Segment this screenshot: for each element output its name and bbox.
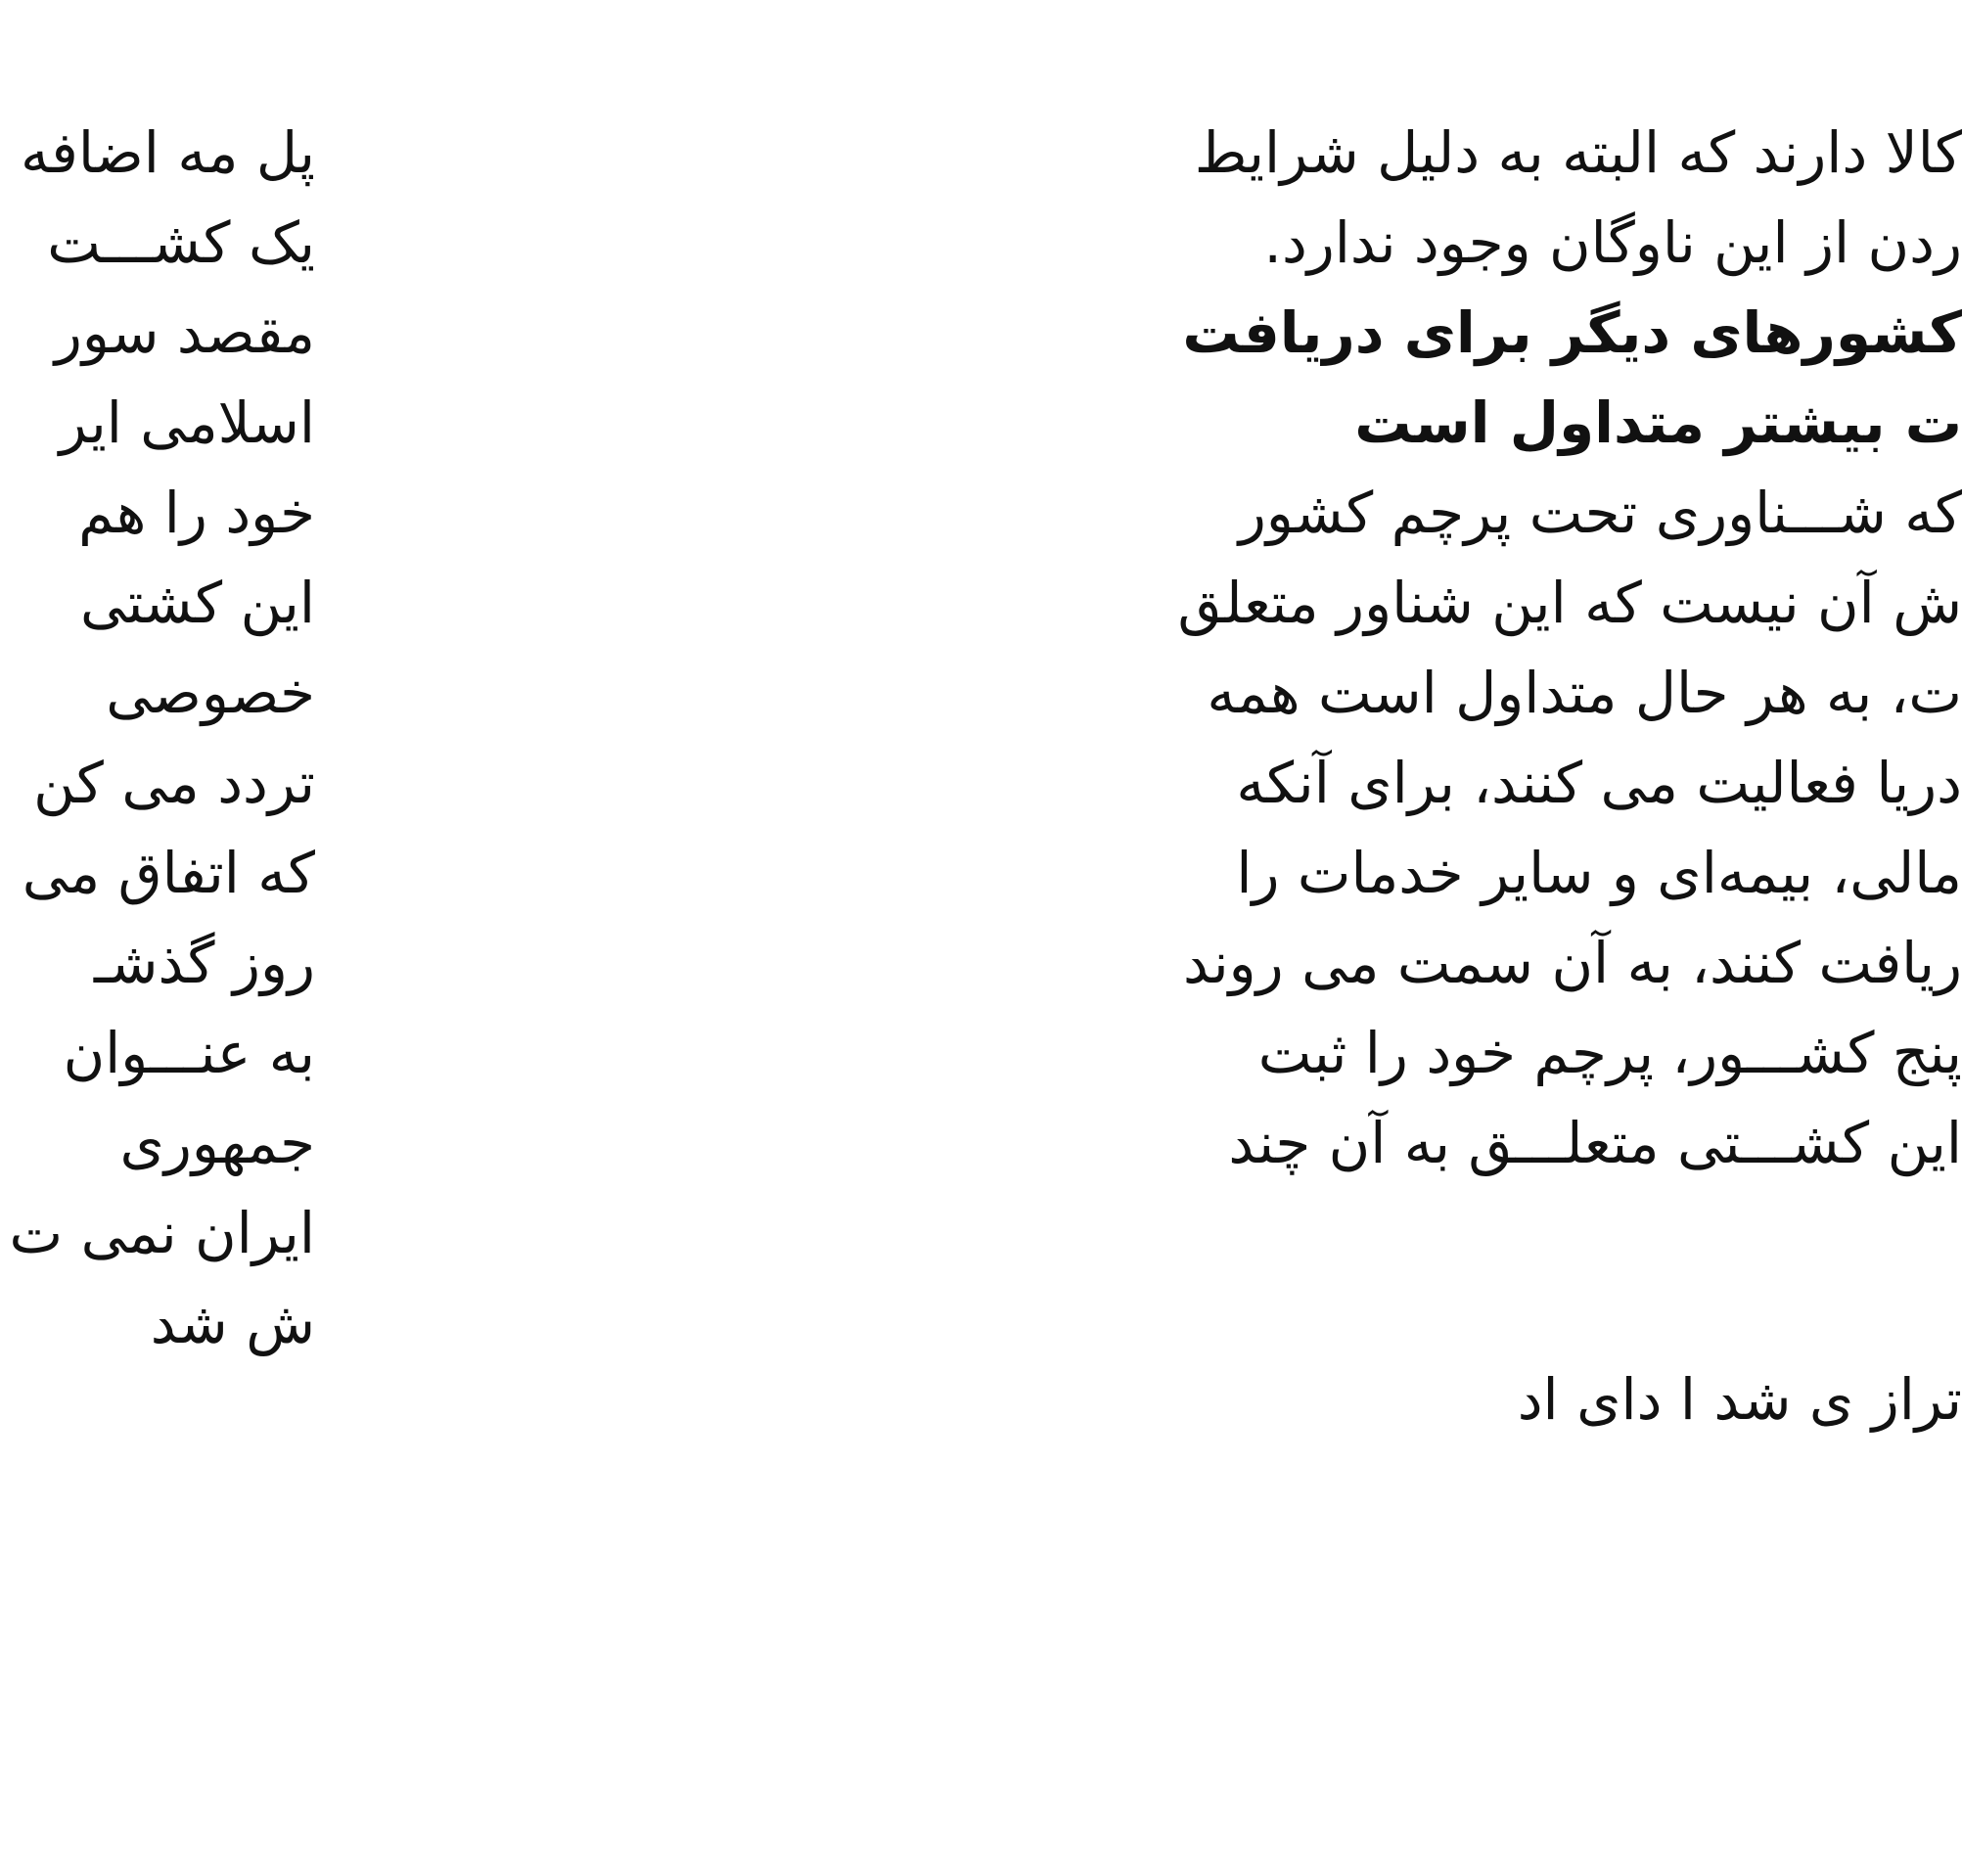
article-line: کالا دارند که البته به دلیل شرایط xyxy=(1194,119,1962,186)
article-line: مقصد سور xyxy=(54,299,315,366)
article-line: ش شد xyxy=(150,1290,315,1356)
article-line: ت، به هر حال متداول است همه xyxy=(1207,660,1962,726)
article-line: ایران نمی ت xyxy=(9,1200,315,1266)
article-column-left-text xyxy=(0,108,315,1368)
article-line: اسلامی ایر xyxy=(59,389,315,456)
article-line: ریافت کنند، به آن سمت می روند xyxy=(1183,930,1962,996)
article-line: یک کشـــت xyxy=(47,209,315,276)
article-line: خود را هم xyxy=(78,480,315,546)
column-gap xyxy=(983,1188,1962,1354)
article-line: به عنـــوان xyxy=(63,1020,315,1086)
article-line: ردن از این ناوگان وجود ندارد. xyxy=(1263,209,1962,276)
article-column-right xyxy=(489,108,1962,1810)
article-column-right-text xyxy=(983,108,1962,1444)
article-line: ش آن نیست که این شناور متعلق xyxy=(1177,570,1962,636)
article-line: روز گذشـ xyxy=(93,930,315,996)
article-line: که شـــناوری تحت پرچم کشور xyxy=(1238,480,1962,546)
heading-line: کشورهای دیگر برای دریافت xyxy=(1182,299,1962,366)
article-line: جمهوری xyxy=(119,1110,315,1176)
article-line: پنج کشـــور، پرچم خود را ثبت xyxy=(1257,1020,1962,1086)
article-line: خصوصی xyxy=(106,660,315,726)
article-line: تردد می کن xyxy=(33,750,315,816)
article-line: پل مه اضافه xyxy=(21,119,315,186)
article-column-left xyxy=(0,108,318,1810)
article-line: این کشتی xyxy=(79,570,315,636)
article-line: مالی، بیمه‌ای و سایر خدمات را xyxy=(1236,840,1962,906)
article-line: دریا فعالیت می کنند، برای آنکه xyxy=(1236,750,1962,816)
article-line: که اتفاق می xyxy=(22,840,315,906)
article-line-cropped: تراز ی شد ا دای اد xyxy=(1517,1366,1962,1433)
heading-line: ت بیشتر متداول است xyxy=(1354,389,1962,456)
article-line: این کشـــتی متعلـــق به آن چند xyxy=(1228,1110,1962,1176)
section-heading xyxy=(983,288,1962,468)
